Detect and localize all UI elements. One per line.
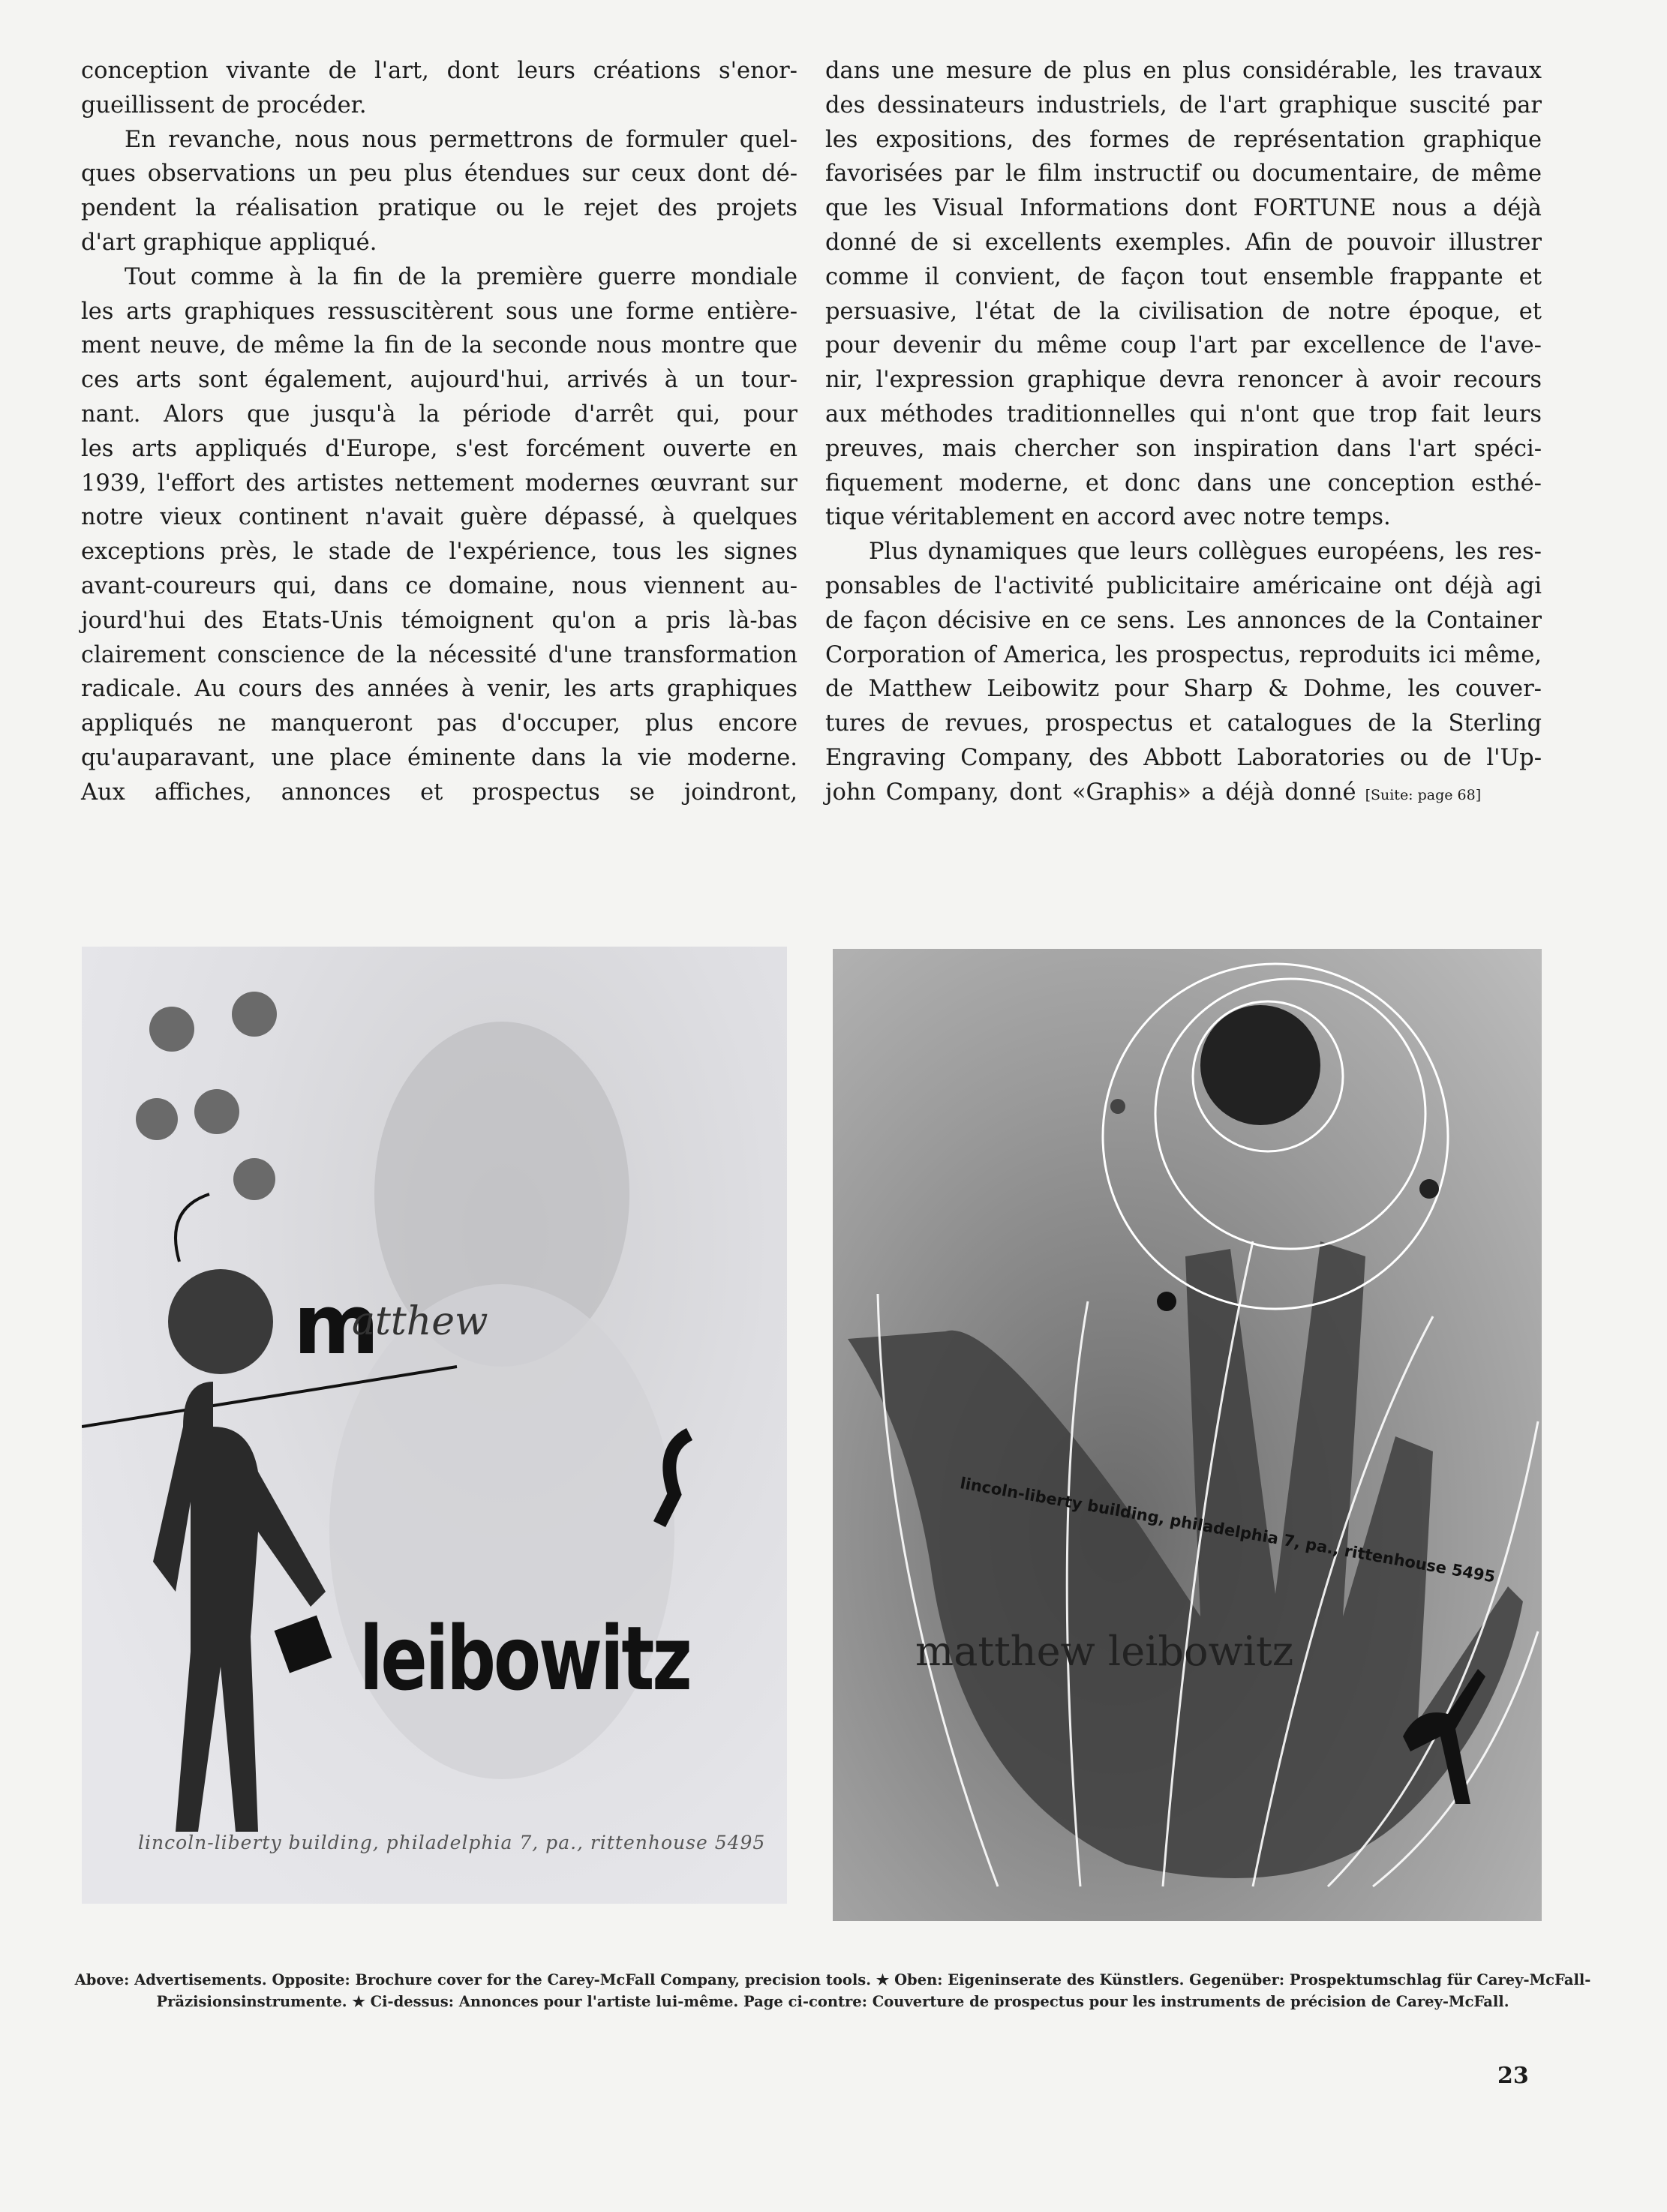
logo-atthew: atthew	[352, 1299, 488, 1344]
text-line: donné de si excellents exemples. Afin de pouvoir illustrer	[825, 229, 1542, 256]
text-line: fiquement moderne, et donc dans une conception esthé-	[825, 470, 1542, 497]
paragraph	[81, 54, 797, 123]
paragraph	[825, 535, 1542, 812]
text-line: qu'auparavant, une place éminente dans la vie moderne.	[81, 744, 797, 771]
text-line: ces arts sont également, aujourd'hui, arrivés à un tour-	[81, 367, 797, 394]
text-line: gueillissent de procéder.	[81, 92, 367, 119]
hand-illustration	[833, 949, 1542, 1921]
text-line: Plus dynamiques que leurs collègues européens, les res-	[869, 539, 1542, 566]
figure-caption: Above: Advertisements. Opposite: Brochure cover for the Carey-McFall Company, precision tools. ★ Oben: Eigeninserate des Künstlers. Gegenüber: Prospektumschlag für Carey-McFall-Präzisionsinstrumente. ★ Ci-dessus: Annonces pour l'artiste lui-même. Page ci-contre: Couverture de prospectus pour les instruments de précision de Carey-McFall.	[74, 1971, 1591, 2010]
text-line: appliqués ne manqueront pas d'occuper, plus encore	[81, 710, 797, 737]
brochure-address: lincoln-liberty building, philadelphia 7, pa., rittenhouse 5495	[958, 1474, 1497, 1586]
paragraph	[825, 54, 1542, 535]
text-line: conception vivante de l'art, dont leurs créations s'enor-	[81, 58, 797, 84]
text-line: aux méthodes traditionnelles qui n'ont que trop fait leurs	[825, 401, 1542, 428]
text-line: nir, l'expression graphique devra renoncer à avoir recours	[825, 367, 1542, 394]
text-line: dans une mesure de plus en plus considérable, les travaux	[825, 58, 1542, 84]
brochure-name: matthew leibowitz	[915, 1628, 1294, 1675]
text-line: d'art graphique appliqué.	[81, 229, 377, 256]
text-line: tures de revues, prospectus et catalogues de la Sterling	[825, 710, 1542, 737]
text-line: que les Visual Informations dont FORTUNE nous a déjà	[825, 195, 1542, 222]
text-line: clairement conscience de la nécessité d'une transformation	[81, 641, 797, 668]
text-line: de Matthew Leibowitz pour Sharp & Dohme, les couver-	[825, 676, 1542, 703]
text-line: les arts appliqués d'Europe, s'est forcément ouverte en	[81, 435, 797, 462]
text-line: Engraving Company, des Abbott Laboratories ou de l'Up-	[825, 744, 1542, 771]
text-line: 1939, l'effort des artistes nettement modernes œuvrant sur	[81, 470, 797, 497]
text-line: ques observations un peu plus étendues sur ceux dont dé-	[81, 161, 797, 188]
text-line: preuves, mais chercher son inspiration dans l'art spéci-	[825, 435, 1542, 462]
brochure-image-right	[833, 949, 1542, 1921]
text-line: Aux affiches, annonces et prospectus se joindront,	[81, 779, 797, 806]
text-line: ment neuve, de même la fin de la seconde nous montre que	[81, 332, 797, 359]
text-line: les expositions, des formes de représentation graphique	[825, 126, 1542, 153]
continued-reference: [Suite: page 68]	[1365, 786, 1482, 803]
text-line: Corporation of America, les prospectus, reproduits ici même,	[825, 641, 1542, 668]
text-line: En revanche, nous nous permettrons de formuler quel-	[125, 126, 797, 153]
text-line-content: john Company, dont «Graphis» a déjà donné	[825, 779, 1356, 806]
text-line: des dessinateurs industriels, de l'art graphique suscité par	[825, 92, 1542, 119]
text-line: radicale. Au cours des années à venir, les arts graphiques	[81, 676, 797, 703]
text-line: de façon décisive en ce sens. Les annonces de la Container	[825, 607, 1542, 634]
text-line: notre vieux continent n'avait guère dépassé, à quelques	[81, 504, 797, 531]
text-line: persuasive, l'état de la civilisation de notre époque, et	[825, 298, 1542, 325]
text-line: exceptions près, le stade de l'expérience, tous les signes	[81, 539, 797, 566]
paragraph	[81, 260, 797, 810]
text-line: avant-coureurs qui, dans ce domaine, nous viennent au-	[81, 572, 797, 599]
text-line: comme il convient, de façon tout ensemble frappante et	[825, 263, 1542, 290]
logo-surname: leibowitz	[359, 1607, 690, 1710]
left-text-column	[81, 54, 797, 810]
paragraph	[81, 123, 797, 260]
logo-m-initial: m	[293, 1277, 380, 1373]
advertisement-image-left	[82, 947, 787, 1904]
text-line: Tout comme à la fin de la première guerre mondiale	[125, 263, 797, 290]
text-line: les arts graphiques ressuscitèrent sous une forme entière-	[81, 298, 797, 325]
collage-illustration	[82, 947, 787, 1904]
text-line: ponsables de l'activité publicitaire américaine ont déjà agi	[825, 572, 1542, 599]
text-line: pour devenir du même coup l'art par excellence de l'ave-	[825, 332, 1542, 359]
text-line: jourd'hui des Etats-Unis témoignent qu'on a pris là-bas	[81, 607, 797, 634]
text-line: nant. Alors que jusqu'à la période d'arrêt qui, pour	[81, 401, 797, 428]
text-line: favorisées par le film instructif ou documentaire, de même	[825, 161, 1542, 188]
text-line	[825, 776, 1542, 813]
text-line: pendent la réalisation pratique ou le rejet des projets	[81, 195, 797, 222]
text-line: tique véritablement en accord avec notre temps.	[825, 504, 1391, 531]
right-text-column	[825, 54, 1542, 813]
address-script: lincoln-liberty building, philadelphia 7, pa., rittenhouse 5495	[138, 1832, 766, 1853]
page-number: 23	[1497, 2063, 1529, 2089]
